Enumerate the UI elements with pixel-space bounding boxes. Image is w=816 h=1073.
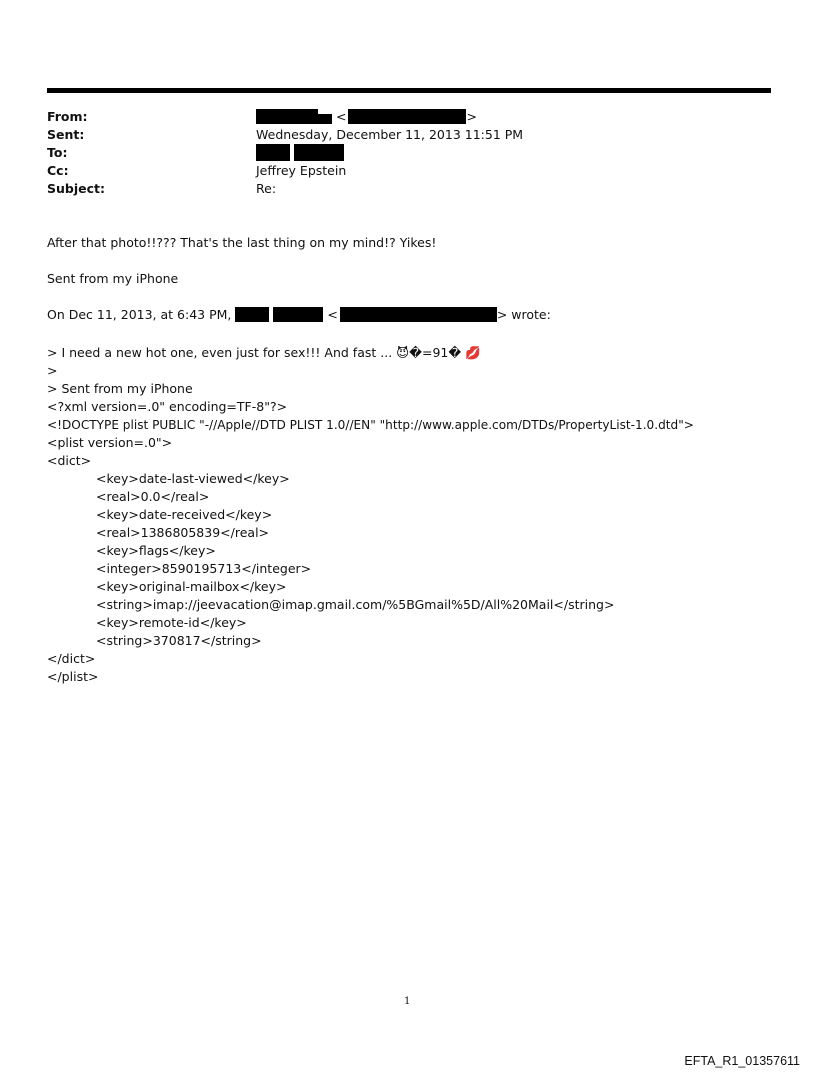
dict-entry: <key>flags</key>	[96, 543, 216, 558]
quote-intro-suffix: > wrote:	[496, 307, 551, 322]
quote-intro-lt: <	[327, 307, 338, 322]
sent-label: Sent:	[47, 127, 85, 142]
quote-intro	[47, 306, 551, 324]
redaction-block	[273, 307, 323, 322]
quoted-line: >	[47, 363, 58, 378]
redaction-block	[256, 109, 318, 124]
redaction-block	[340, 307, 497, 322]
header-rule	[47, 88, 771, 93]
dict-entry: <string>370817</string>	[96, 633, 262, 648]
cc-label: Cc:	[47, 163, 69, 178]
from-gt: >	[466, 109, 477, 124]
redaction-block	[256, 144, 290, 161]
dict-entry: <key>date-received</key>	[96, 507, 273, 522]
quoted-line: > Sent from my iPhone	[47, 381, 193, 396]
page-number: 1	[404, 996, 411, 1007]
redaction-block	[235, 307, 269, 322]
from-lt: <	[335, 109, 347, 124]
document-id: EFTA_R1_01357611	[684, 1054, 800, 1068]
dict-entry: <integer>8590195713</integer>	[96, 561, 312, 576]
dict-entry: <key>date-last-viewed</key>	[96, 471, 290, 486]
redaction-block	[316, 114, 332, 124]
quoted-line: <?xml version=.0" encoding=TF-8"?>	[47, 399, 288, 414]
reply-text: After that photo!!??? That's the last thing on my mind!? Yikes!	[47, 235, 437, 250]
to-label: To:	[47, 145, 68, 160]
quoted-line: <plist version=.0">	[47, 435, 173, 450]
from-value	[256, 108, 477, 126]
cc-value: Jeffrey Epstein	[256, 163, 347, 178]
to-value	[256, 144, 344, 163]
redaction-block	[348, 109, 466, 124]
quote-intro-prefix: On Dec 11, 2013, at 6:43 PM,	[47, 307, 232, 322]
dict-entry: <string>imap://jeevacation@imap.gmail.com/%5BGmail%5D/All%20Mail</string>	[96, 597, 615, 612]
quoted-line: > I need a new hot one, even just for sex!!! And fast ... 😈�=91� 💋	[47, 345, 481, 360]
sent-value: Wednesday, December 11, 2013 11:51 PM	[256, 127, 524, 142]
dict-entry: <real>0.0</real>	[96, 489, 210, 504]
from-label: From:	[47, 109, 88, 124]
closing-line: </plist>	[47, 669, 99, 684]
dict-entry: <key>original-mailbox</key>	[96, 579, 287, 594]
closing-line: </dict>	[47, 651, 96, 666]
quoted-line: <dict>	[47, 453, 92, 468]
quoted-line: <!DOCTYPE plist PUBLIC "-//Apple//DTD PLIST 1.0//EN" "http://www.apple.com/DTDs/PropertyList-1.0.dtd">	[47, 418, 694, 432]
redaction-block	[294, 144, 344, 161]
dict-entry: <key>remote-id</key>	[96, 615, 247, 630]
signature-text: Sent from my iPhone	[47, 271, 179, 286]
dict-entry: <real>1386805839</real>	[96, 525, 270, 540]
subject-label: Subject:	[47, 181, 105, 196]
subject-value: Re:	[256, 181, 277, 196]
